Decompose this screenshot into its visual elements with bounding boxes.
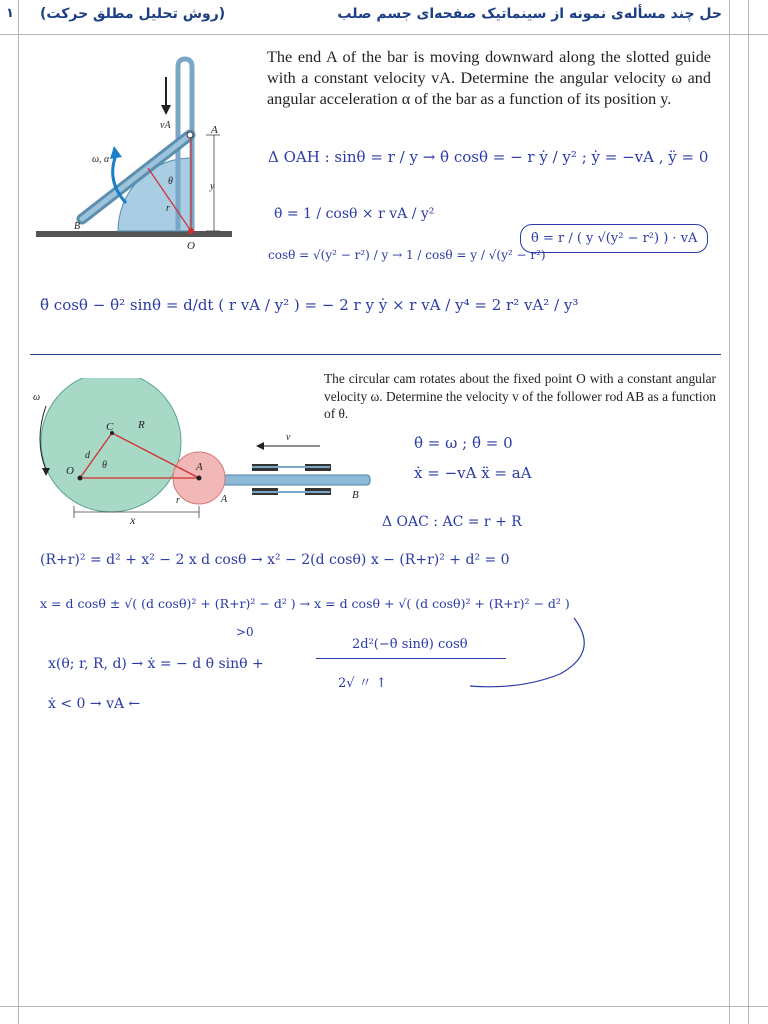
p2-note-10: ẋ < 0 → vA ← [48,696,141,712]
label-O: O [66,465,74,477]
p1-note-5: θ̈ cosθ − θ̇² sinθ = d/dt ( r vA / y² ) = − 2 r y ẏ × r vA / y⁴ = 2 r² vA² / y³ [40,296,579,314]
label-R: R [138,419,145,431]
label-r: r [166,203,170,214]
label-theta: θ [168,176,173,187]
p1-note-3: cosθ = √(y² − r²) / y → 1 / cosθ = y / √(y² − r²) [268,248,546,262]
left-margin-line [18,0,19,1024]
p2-note-1: θ̇ = ω ; θ̈ = 0 [414,434,513,452]
problem-separator [30,354,721,355]
hw-curve-arrow [460,612,600,692]
p1-boxed-result: θ̇ = r / ( y √(y² − r²) ) · vA [520,224,708,253]
page-number: ۱ [6,6,14,21]
follower-rod [202,475,370,485]
label-A-bottom: A [221,494,228,505]
label-A-top: A [196,461,203,473]
label-omega-alpha: ω, α [92,154,110,165]
p2-note-8: 2d²(−θ̇ sinθ) cosθ [352,637,468,652]
p2-note-7: x(θ; r, R, d) → ẋ = − d θ̇ sinθ + [48,656,264,672]
right-margin-line [729,0,730,1024]
p2-note-4: (R+r)² = d² + x² − 2 x d cosθ → x² − 2(d cosθ) x − (R+r)² + d² = 0 [40,552,510,568]
pivot-O [188,228,194,234]
label-C: C [106,421,114,433]
label-omega: ω [33,392,41,403]
p2-note-5: x = d cosθ ± √( (d cosθ)² + (R+r)² − d² ) → x = d cosθ + √( (d cosθ)² + (R+r)² − d² ) [40,596,570,611]
label-x: x [130,513,136,527]
cam-disc [41,378,181,512]
label-y: y [210,181,215,192]
label-vA: vA [160,120,171,131]
p1-note-2: θ̇ = 1 / cosθ × r vA / y² [274,206,435,222]
label-B: B [352,489,359,501]
page-title: حل چند مسأله‌ی نمونه از سینماتیک صفحه‌ای جسم صلب [337,6,722,22]
p1-note-1: Δ OAH : sinθ = r / y → θ̇ cosθ = − r ẏ / y² ; ẏ = −vA , ÿ = 0 [268,148,709,166]
pin-A [187,132,193,138]
label-A: A [211,124,218,136]
label-B: B [74,221,81,232]
problem1-statement: The end A of the bar is moving downward along the slotted guide with a constant velocity vA. Determine the angular velocity ω and angular acceleration α of the bar as a function of its position y. [267,48,711,108]
problem1-figure [30,55,240,255]
label-O: O [187,240,195,252]
footer-rule [0,1006,768,1007]
ground [36,231,232,237]
right-edge-line [748,0,749,1024]
label-r: r [176,495,180,506]
p2-note-6: >0 [236,625,254,639]
problem2-statement: The circular cam rotates about the fixed point O with a constant angular velocity ω. Determine the velocity v of the follower rod AB as a function of θ. [324,371,716,421]
p2-note-2: ẋ = −vA ẍ = aA [414,464,532,482]
label-theta: θ [102,460,107,471]
method-subtitle: (روش تحلیل مطلق حرکت) [40,6,226,22]
p2-note-9: 2√ 〃 ↑ [338,676,387,691]
pivot-O [78,476,83,481]
p2-note-3: Δ OAC : AC = r + R [382,514,522,530]
point-A [197,476,202,481]
header-rule [0,34,768,35]
label-v: v [286,432,291,443]
label-d: d [85,450,90,461]
